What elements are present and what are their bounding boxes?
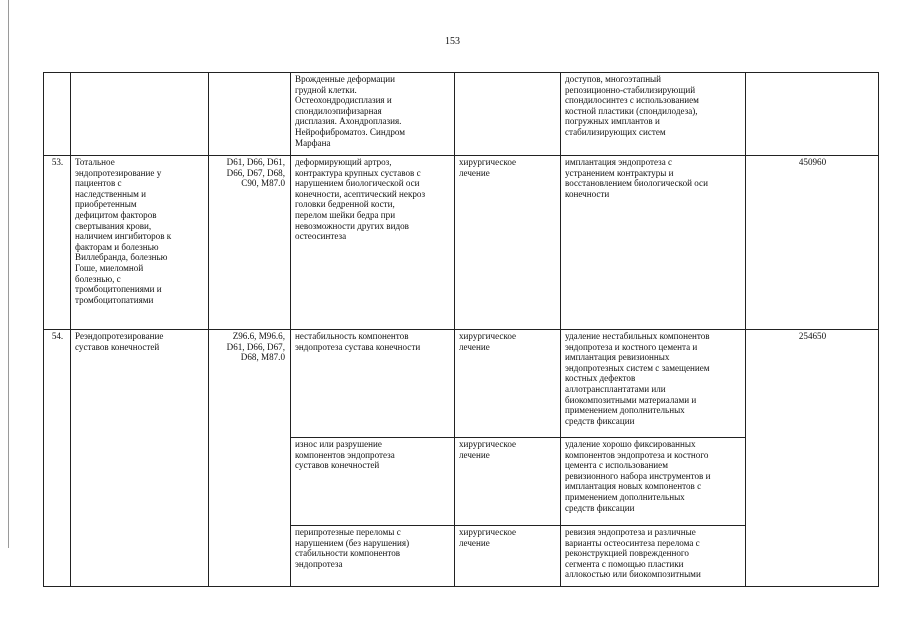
cell-name (71, 73, 209, 156)
cell-treatment-type (455, 73, 561, 156)
cell-method: доступов, многоэтапный репозиционно-стабилизирующий спондилосинтез с использованием костной пластики (спондилодеза), погружных имплантов и стабилизирующих систем (561, 73, 746, 156)
cell-treatment-type: хирургическое лечение (455, 330, 561, 438)
cell-patient-model: нестабильность компонентов эндопротеза сустава конечности (291, 330, 455, 438)
cell-price: 450960 (746, 156, 879, 330)
table-row-53 (44, 156, 879, 330)
cell-codes: Z96.6, M96.6, D61, D66, D67, D68, M87.0 (209, 330, 291, 587)
cell-patient-model: Врожденные деформации грудной клетки. Остеохондродисплазия и спондилоэпифизарная дисплазия. Ахондроплазия. Нейрофиброматоз. Синдром Марфана (291, 73, 455, 156)
cell-method: удаление нестабильных компонентов эндопротеза и костного цемента и имплантация ревизионных эндопротезных систем с замещением костных дефектов аллотрансплантатами или биокомпозитными материалами и применением дополнительных средств фиксации (561, 330, 746, 438)
cell-number (44, 73, 71, 156)
cell-codes (209, 73, 291, 156)
cell-name: Реэндопротезирование суставов конечностей (71, 330, 209, 587)
cell-codes: D61, D66, D61, D66, D67, D68, C90, M87.0 (209, 156, 291, 330)
table-row-continued (44, 73, 879, 156)
cell-treatment-type: хирургическое лечение (455, 156, 561, 330)
cell-treatment-type: хирургическое лечение (455, 438, 561, 526)
cell-name: Тотальное эндопротезирование у пациентов с наследственным и приобретенным дефицитом факторов свертывания крови, наличием ингибиторов к факторам и болезнью Виллебранда, болезнью Гоше, миеломной болезнью, с тромбоцитопениями и тромбоцитопатиями (71, 156, 209, 330)
cell-number: 54. (44, 330, 71, 587)
page-left-margin-line (8, 0, 9, 548)
cell-patient-model: деформирующий артроз, контрактура крупных суставов с нарушением биологической оси конечности, асептический некроз головки бедренной кости, перелом шейки бедра при невозможности других видов остеосинтеза (291, 156, 455, 330)
cell-price: 254650 (746, 330, 879, 587)
table-row-54 (44, 330, 879, 438)
cell-method: удаление хорошо фиксированных компонентов эндопротеза и костного цемента с использованием ревизионного набора инструментов и имплантация новых компонентов с применением дополнительных средств фиксации (561, 438, 746, 526)
cell-method: ревизия эндопротеза и различные варианты остеосинтеза перелома с реконструкцией поврежденного сегмента с помощью пластики аллокостью или биокомпозитными (561, 526, 746, 587)
page-number: 153 (445, 36, 460, 47)
cell-patient-model: износ или разрушение компонентов эндопротеза суставов конечностей (291, 438, 455, 526)
cell-patient-model: перипротезные переломы с нарушением (без нарушения) стабильности компонентов эндопротеза (291, 526, 455, 587)
cell-price (746, 73, 879, 156)
medical-care-table (43, 72, 879, 587)
cell-treatment-type: хирургическое лечение (455, 526, 561, 587)
cell-method: имплантация эндопротеза с устранением контрактуры и восстановлением биологической оси конечности (561, 156, 746, 330)
cell-number: 53. (44, 156, 71, 330)
